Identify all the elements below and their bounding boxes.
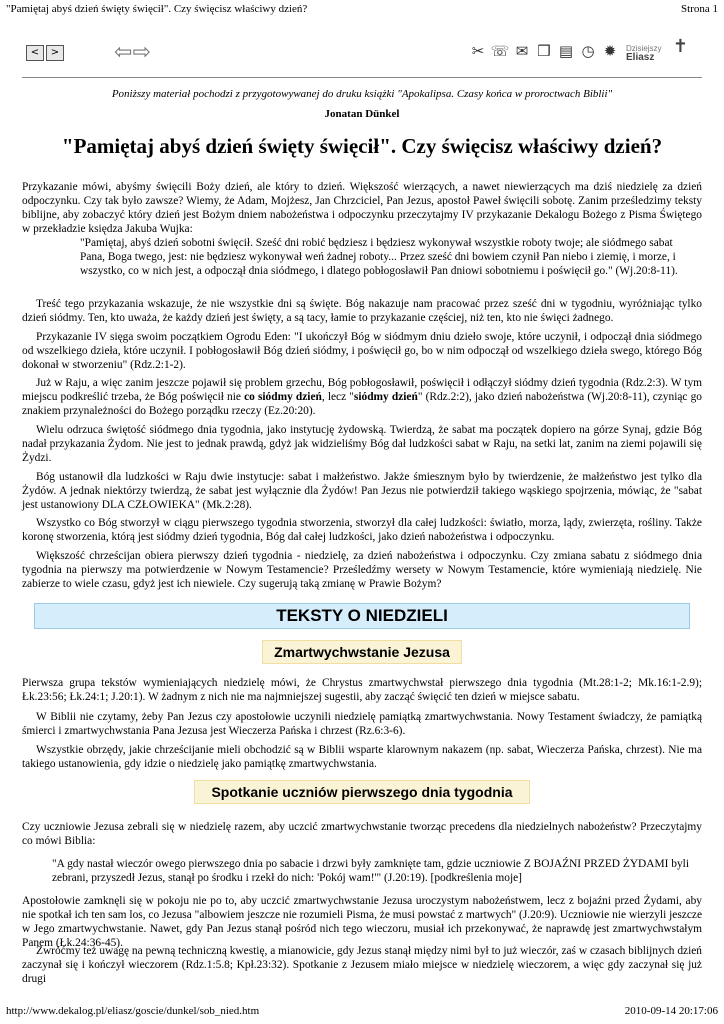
paragraph-text: Zwróćmy też uwagę na pewną techniczną kwestię, a mianowicie, gdy Jezus stanął między nimi był to już wieczór, zaś w czasach biblijnych dzień zaczynał się i kończył wieczorem (Rdz.1:5.8; Kpł.23:32). Spotkanie z Jezusem miało miejsce w niedzielę wieczorem, a więc gdy zaczynał się już drugi <box>22 945 702 985</box>
icon-toolbar <box>468 40 620 62</box>
print-header <box>6 2 718 16</box>
books-icon[interactable]: ▤ <box>558 42 574 60</box>
divider <box>22 77 702 78</box>
paragraph-2 <box>22 297 702 325</box>
paragraph-text: Przykazanie mówi, abyśmy święcili Boży dzień, ale który to dzień. Większość wierzących, a nawet niewierzących ma dziś niedzielę za dzień odpoczynku. Czy tak było zawsze? Wiemy, że Adam, Mojżesz, Jan Chrzciciel, Pan Jezus, apostoł Paweł święcili sobotę. Zanim prześledzimy teksty biblijne, aby zobaczyć który dzień jest Bożym dniem nabożeństwa i odpoczynku przeczytajmy IV przykazanie Dekalogu Bożego z Pisma Świętego w przekładzie księdza Jakuba Wujka: <box>22 181 702 235</box>
print-header-title: "Pamiętaj abyś dzień święty święcił". Czy święcisz właściwy dzień? <box>6 3 308 15</box>
clock-icon[interactable]: ◷ <box>581 42 595 60</box>
next-page-button[interactable]: > <box>46 45 64 61</box>
paragraph-8 <box>22 549 702 591</box>
forward-arrow-icon[interactable]: ⇨ <box>132 40 151 65</box>
footer-timestamp: 2010-09-14 20:17:06 <box>624 1005 718 1017</box>
paragraph-text: Apostołowie zamknęli się w pokoju nie po to, aby uczcić zmartwychwstanie Jezusa uroczystym nabożeństwem, lecz z bojaźni przed Żydami, aby nie spotkał ich ten sam los, co Jezusa "albowiem jeszcze nie rozumieli Pisma, że musi powstać z martwych" (J.20:9). Uczniowie nie wierzyli jeszcze w Jego zmartwychwstanie. Nawet, gdy Pan Jezus stanął pośród nich tego wieczoru, musiał ich przekonywać, że naprawdę jest zmartwychwstałym Panem (Łk.24:36-45). <box>22 895 702 949</box>
chat-icon[interactable]: ☏ <box>490 42 510 60</box>
page-title: "Pamiętaj abyś dzień święty święcił". Czy święcisz właściwy dzień? <box>61 134 663 158</box>
eliasz-label: Eliasz <box>626 52 655 63</box>
tools-icon[interactable]: ✂ <box>471 42 485 60</box>
paragraph-text: Czy uczniowie Jezusa zebrali się w niedzielę razem, aby uczcić zmartwychwstanie tworząc precedens dla niedzielnych nabożeństw? Przeczytajmy co mówi Biblia: <box>22 821 702 847</box>
print-footer <box>6 1004 718 1018</box>
footer-url[interactable]: http://www.dekalog.pl/eliasz/goscie/dunkel/sob_nied.htm <box>6 1005 260 1017</box>
mail-icon[interactable]: ✉ <box>515 42 529 60</box>
page-nav-buttons <box>26 45 64 61</box>
paragraph-11 <box>22 743 702 771</box>
quote-john <box>52 857 702 885</box>
paragraph-12 <box>22 820 702 848</box>
paragraph-text: Treść tego przykazania wskazuje, że nie wszystkie dni są święte. Bóg nakazuje nam pracować przez sześć dni w tygodniu, wyróżniając tylko dzień siódmy. Ten, kto uważa, że każdy dzień jest święty, a są tacy, łamie to przykazanie częściej, niż ten, kto nie święci żadnego. <box>22 298 702 324</box>
intro-note: Poniższy materiał pochodzi z przygotowywanej do druku książki "Apokalipsa. Czasy końca w proroctwach Biblii" <box>111 88 613 100</box>
text-run: , lecz " <box>321 391 354 403</box>
print-header-page: Strona 1 <box>681 3 718 15</box>
paragraph-3 <box>22 330 702 372</box>
paragraph-text: Wielu odrzuca świętość siódmego dnia tygodnia, jako instytucję żydowską. Twierdzą, że sabat ma początek dopiero na górze Synaj, gdzie Bóg nadał przykazania Żydom. Nie jest to jednak prawdą, gdyż jak widzieliśmy Bóg dał ludzkości sabat w Raju, na setki lat, zanim na ziemi pojawili się Żydzi. <box>22 424 702 464</box>
site-navigation <box>22 36 702 74</box>
paragraph-text: Bóg ustanowił dla ludzkości w Raju dwie instytucje: sabat i małżeństwo. Jakże śmiesznym było by twierdzenie, że małżeństwo jest tylko dla Żydów. A jednak niektórzy twierdzą, że sabat jest wyłącznie dla Żydów! Pan Jezus nie potwierdził takiego wąskiego spojrzenia, mówiąc, że "sabat jest ustanowiony DLA CZŁOWIEKA" (Mk.2:28). <box>22 471 702 511</box>
quote-text: "Pamiętaj, abyś dzień sobotni święcił. Sześć dni robić będziesz i będziesz wykonywał wszystkie roboty twoje; ale siódmego sabat Pana, Boga twego, jest: nie będziesz wykonywał weń żadnej roboty... Przez sześć dni bowiem czynił Pan niebo i ziemię, i morze, i wszystko, co w nich jest, a odpoczął dnia siódmego, i dlatego pobłogosławił Pan dniowi sobotniemu i poświęcił go." (Wj.20:8-11). <box>80 237 678 277</box>
paragraph-text: Przykazanie IV sięga swoim początkiem Ogrodu Eden: "I ukończył Bóg w siódmym dniu dzieło swoje, które uczynił, i odpoczął dnia siódmego od wszelkiego dzieła, które uczynił. I pobłogosławił Bóg dzień siódmy, i poświęcił go, bo w nim odpoczął od wszelkiego dzieła swego, którego Bóg dokonał w stworzeniu" (Rdz.2:1-2). <box>22 331 702 371</box>
paragraph-10 <box>22 710 702 738</box>
subsection-heading-1: Zmartwychwstanie Jezusa <box>262 640 462 664</box>
cross-icon[interactable]: ✝ <box>672 36 688 57</box>
paragraph-text: Pierwsza grupa tekstów wymieniających niedzielę mówi, że Chrystus zmartwychwstał pierwszego dnia tygodnia (Mt.28:1-2; Mk.16:1-2.9); Łk.23:56; Łk.24:1; J.20:1). W żadnym z nich nie ma najmniejszej sugestii, aby zacząć święcić ten dzień w miejsce sabatu. <box>22 677 702 703</box>
paragraph-text: Wszystko co Bóg stworzył w ciągu pierwszego tygodnia stworzenia, stworzył dla całej ludzkości: światło, morza, lądy, zwierzęta, rośliny. Także koronę stworzenia, którą jest siódmy dzień tygodnia, Bóg dał całej ludzkości, jako dzień nabożeństwa i odpoczynku. <box>22 517 702 543</box>
back-arrow-icon[interactable]: ⇦ <box>114 40 133 65</box>
quote-exodus <box>80 236 684 278</box>
book-icon[interactable]: ❒ <box>537 42 551 60</box>
paragraph-text: W Biblii nie czytamy, żeby Pan Jezus czy apostołowie uczynili niedzielę pamiątką zmartwychwstania. Nowy Testament świadczy, że pamiątką śmierci i zmartwychwstania Pana Jezusa jest Wieczerza Pańska i chrzest (Rz.6:3-6). <box>22 711 702 737</box>
paragraph-14 <box>22 944 702 985</box>
subsection-heading-2: Spotkanie uczniów pierwszego dnia tygodnia <box>194 780 530 804</box>
paragraph-6 <box>22 470 702 512</box>
prev-page-button[interactable]: < <box>26 45 44 61</box>
history-arrows <box>114 42 151 64</box>
paragraph-text <box>22 376 702 418</box>
quote-text: "A gdy nastał wieczór owego pierwszego dnia po sabacie i drzwi były zamknięte tam, gdzie uczniowie Z BOJAŹNI PRZED ŻYDAMI byli zebrani, przyszedł Jezus, stanął po środku i rzekł do nich: 'Pokój wam!'" (J.20:19). [podkreślenia moje] <box>52 858 689 884</box>
paragraph-13 <box>22 894 702 950</box>
paragraph-7 <box>22 516 702 544</box>
text-run: Już w Raju, a więc zanim jeszcze pojawił się problem grzechu, Bóg pobłogosławił, poświęcił i odłączył siódmy dzień tygodnia (Rdz.2:3). W tym miejscu podkreślić trzeba, że Bóg poświęcił nie <box>22 377 702 403</box>
emphasis: co siódmy dzień <box>244 391 322 403</box>
paragraph-5 <box>22 423 702 465</box>
dzisiejszy-eliasz-link[interactable] <box>626 44 664 62</box>
paragraph-9 <box>22 676 702 704</box>
section-banner: TEKSTY O NIEDZIELI <box>34 603 690 629</box>
author: Jonatan Dünkel <box>324 108 400 120</box>
sun-icon[interactable]: ✹ <box>603 42 617 60</box>
dzisiejszy-label: Dzisiejszy <box>626 44 662 53</box>
paragraph-4 <box>22 376 702 418</box>
paragraph-text: Wszystkie obrzędy, jakie chrześcijanie mieli obchodzić są w Biblii wsparte klarownym nakazem (np. sabat, Wieczerza Pańska, chrzest). Nie ma takiego ustanowienia, gdy idzie o niedzielę jako pamiątkę zmartwychwstania. <box>22 744 702 770</box>
paragraph-1 <box>22 180 702 236</box>
paragraph-text: Większość chrześcijan obiera pierwszy dzień tygodnia - niedzielę, za dzień nabożeństwa i odpoczynku. Czy zmiana sabatu z siódmego dnia tygodnia na pierwszy ma potwierdzenie w Nowym Testamencie? Prześledźmy wersety w Nowym Testamencie, które wymieniają niedzielę. Nie zabierze to wiele czasu, gdyż jest ich niewiele. Czy sugerują taką zmianę w Prawie Bożym? <box>22 550 702 590</box>
text-run: " (Rdz.2:2), jako dzień nabożeństwa (Wj.20:8-11), czyniąc go znakiem przynależności do Bożego porządku rzeczy (Ez.20:20). <box>22 391 702 417</box>
emphasis: siódmy dzień <box>353 391 418 403</box>
